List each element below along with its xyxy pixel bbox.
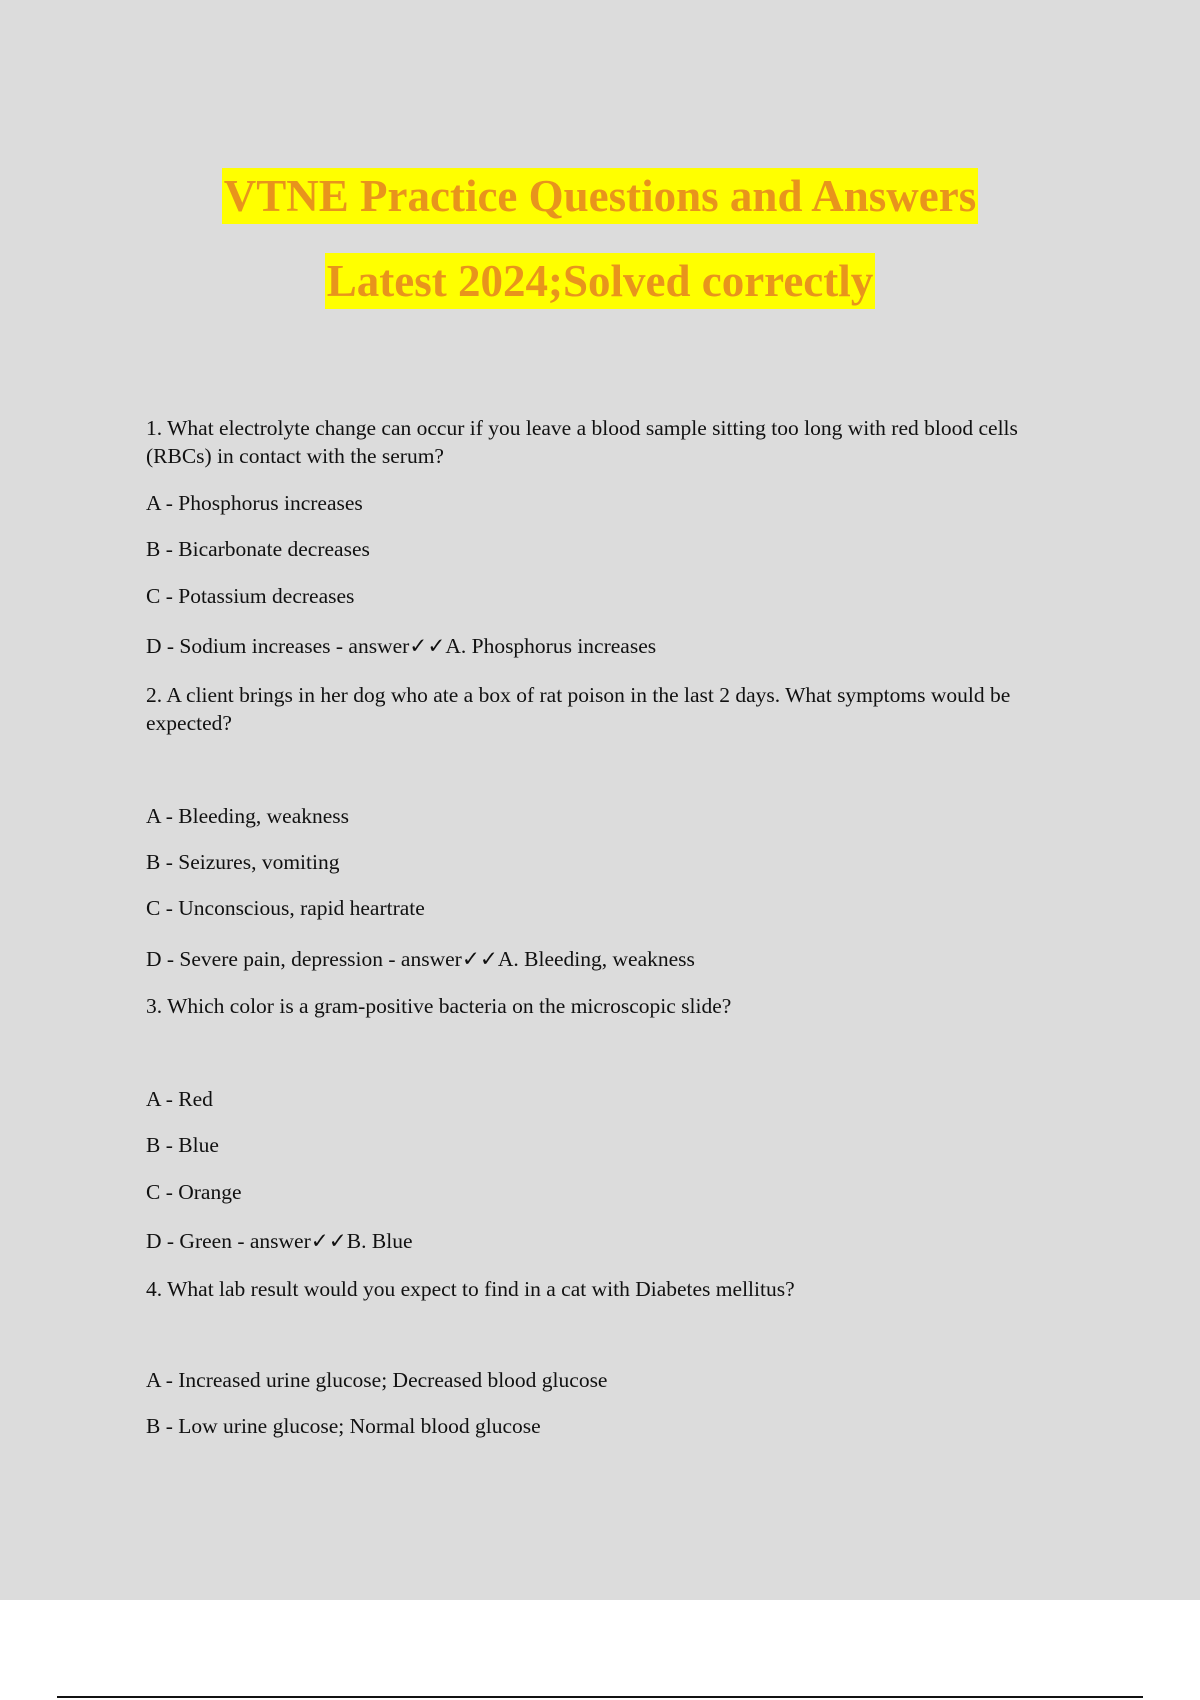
question-3-stem: 3. Which color is a gram-positive bacteria on the microscopic slide?	[146, 994, 732, 1018]
page-divider	[57, 1696, 1143, 1698]
question-3-option-a: A - Red	[146, 1087, 213, 1111]
question-2-option-d: D - Severe pain, depression - answer✓✓A. Bleeding, weakness	[146, 947, 695, 971]
question-4-stem: 4. What lab result would you expect to find in a cat with Diabetes mellitus?	[146, 1277, 795, 1301]
question-2-option-b: B - Seizures, vomiting	[146, 850, 340, 874]
question-3-option-b: B - Blue	[146, 1133, 219, 1157]
question-1-option-c: C - Potassium decreases	[146, 584, 355, 608]
question-3-option-d: D - Green - answer✓✓B. Blue	[146, 1229, 413, 1253]
question-1-option-a: A - Phosphorus increases	[146, 491, 363, 515]
title-line-2: Latest 2024;Solved correctly	[325, 253, 876, 309]
question-1-stem: 1. What electrolyte change can occur if you leave a blood sample sitting too long with red blood cells (RBCs) in contact with the serum?	[146, 416, 1018, 468]
question-4-option-b: B - Low urine glucose; Normal blood glucose	[146, 1414, 541, 1438]
question-2-option-a: A - Bleeding, weakness	[146, 804, 350, 828]
title-line-1: VTNE Practice Questions and Answers	[222, 168, 979, 224]
question-1-option-d: D - Sodium increases - answer✓✓A. Phosphorus increases	[146, 634, 657, 658]
question-3-option-c: C - Orange	[146, 1180, 242, 1204]
question-1-option-b: B - Bicarbonate decreases	[146, 537, 370, 561]
question-2-stem: 2. A client brings in her dog who ate a box of rat poison in the last 2 days. What symptoms would be expected?	[146, 683, 1011, 735]
question-4-option-a: A - Increased urine glucose; Decreased blood glucose	[146, 1368, 608, 1392]
question-2-option-c: C - Unconscious, rapid heartrate	[146, 896, 425, 920]
